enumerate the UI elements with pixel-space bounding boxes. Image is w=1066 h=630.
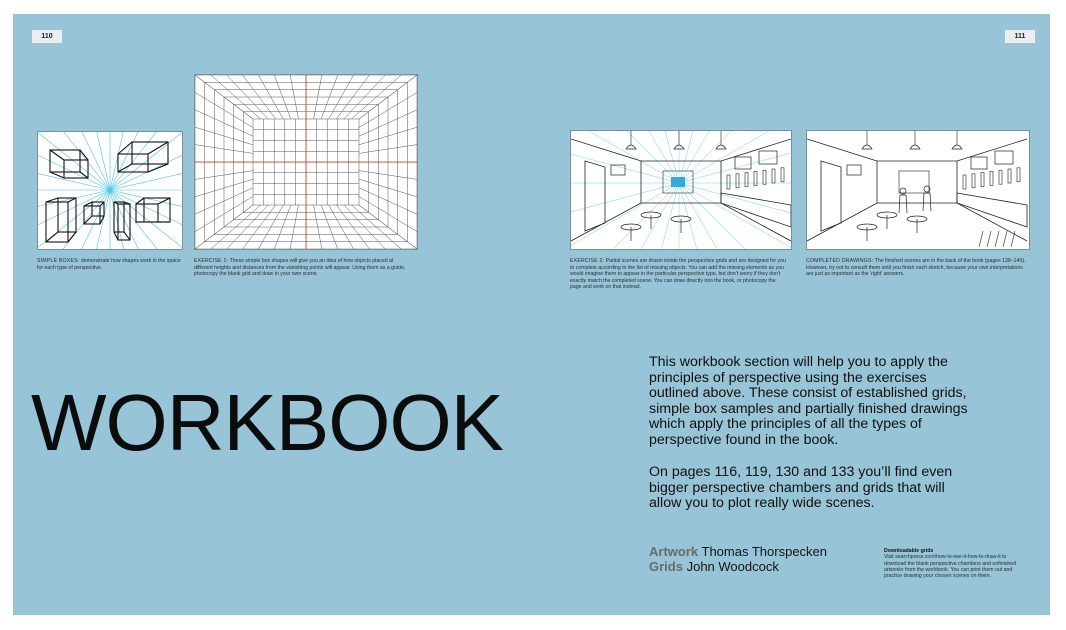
caption-completed bbox=[806, 258, 1028, 278]
exercise2-scene-illustration bbox=[570, 130, 792, 250]
box-edge bbox=[148, 164, 168, 172]
floor-board bbox=[1003, 231, 1007, 247]
box-edge bbox=[68, 232, 76, 242]
completed-scene-drawing bbox=[807, 131, 1029, 249]
door bbox=[821, 161, 841, 231]
credit-role: Grids bbox=[649, 559, 683, 574]
bottle bbox=[963, 175, 966, 189]
box-edge bbox=[136, 198, 144, 204]
caption-heading: EXERCISE 1: bbox=[194, 258, 229, 264]
intro-paragraph-2: On pages 116, 119, 130 and 133 you’ll find even bigger perspective chambers and grids that will allow you to plot really wide scenes. bbox=[649, 464, 953, 512]
lamp-shade bbox=[952, 145, 962, 149]
box-edge bbox=[46, 232, 58, 242]
wall-picture bbox=[847, 165, 861, 175]
box-edge bbox=[124, 232, 130, 240]
caption-exercise1 bbox=[194, 258, 410, 278]
bottle bbox=[763, 170, 766, 184]
download-note bbox=[884, 548, 1019, 579]
bottle bbox=[754, 171, 757, 185]
perspective-guide-line bbox=[679, 183, 791, 235]
perspective-guide-line bbox=[38, 138, 110, 190]
credit-role: Artwork bbox=[649, 544, 699, 559]
caption-text: Partial scenes are drawn inside the perspective grids and are designed for you to complete according to the list of missing objects. You can add the missing elements as you would imagine them to appear in the particular perspective type, but don’t worry if they don’t exactly match the completed scene. You can draw directly into the book, or photocopy the page and work on that instead. bbox=[570, 258, 786, 290]
bottle bbox=[972, 174, 975, 188]
box-edge bbox=[46, 198, 58, 202]
box-edge bbox=[50, 172, 64, 178]
wall-picture bbox=[995, 151, 1013, 164]
bottle bbox=[745, 173, 748, 187]
download-title: Downloadable grids bbox=[884, 548, 934, 554]
bottle bbox=[781, 168, 784, 182]
lamp-shade bbox=[716, 145, 726, 149]
credit-grids bbox=[649, 559, 779, 574]
partial-scene-drawing bbox=[571, 131, 791, 249]
box-edge bbox=[114, 232, 118, 240]
highlight-area bbox=[671, 177, 685, 187]
exercise1-grid-illustration bbox=[194, 74, 418, 250]
page-title: WORKBOOK bbox=[31, 378, 504, 467]
floor-board bbox=[979, 231, 983, 247]
bottle bbox=[772, 169, 775, 183]
box-face bbox=[46, 202, 68, 242]
bottle bbox=[1017, 168, 1020, 182]
page-number-left: 110 bbox=[32, 30, 62, 43]
lamp-shade bbox=[626, 145, 636, 149]
caption-heading: EXERCISE 2: bbox=[570, 258, 605, 264]
floor-board bbox=[995, 231, 999, 247]
ceiling-line bbox=[571, 139, 791, 161]
caption-text: The finished scenes are in the back of the book (pages 138–140). However, try not to consult them until you finish each sketch, because your own interpretations are just as important as the ‘right’ answers. bbox=[806, 258, 1026, 277]
bottle bbox=[990, 171, 993, 185]
floor-board bbox=[987, 231, 991, 247]
caption-text: demonstrate how shapes work in the space for each type of perspective. bbox=[37, 258, 181, 271]
perspective-guide-line bbox=[58, 132, 110, 190]
box-face bbox=[114, 202, 124, 232]
lamp-shade bbox=[862, 145, 872, 149]
bottle bbox=[727, 175, 730, 189]
perspective-grid-drawing bbox=[195, 75, 417, 249]
caption-heading: SIMPLE BOXES: bbox=[37, 258, 80, 264]
box-edge bbox=[148, 142, 168, 154]
perspective-guide-line bbox=[110, 132, 182, 190]
perspective-guide-line bbox=[38, 132, 110, 190]
bottle bbox=[981, 173, 984, 187]
box-face bbox=[144, 198, 170, 222]
person-body bbox=[923, 193, 931, 211]
credit-artwork bbox=[649, 544, 827, 559]
page-number-right: 111 bbox=[1005, 30, 1035, 43]
back-window bbox=[899, 171, 929, 193]
intro-paragraph-1: This workbook section will help you to apply the principles of perspective using the exercises outlined above. These consist of established grids, simple box samples and partially finished drawings which apply the principles of all the types of perspective found in the book. bbox=[649, 354, 968, 448]
simple-boxes-drawing bbox=[38, 132, 182, 249]
person-body bbox=[899, 195, 907, 213]
ceiling-line bbox=[807, 139, 1027, 161]
wall-picture bbox=[971, 157, 987, 169]
credit-name: John Woodcock bbox=[686, 559, 779, 574]
door bbox=[585, 161, 605, 231]
completed-scene-illustration bbox=[806, 130, 1030, 250]
book-spread bbox=[13, 14, 1050, 615]
simple-boxes-illustration bbox=[37, 131, 183, 250]
box-edge bbox=[80, 150, 88, 160]
caption-simple-boxes bbox=[37, 258, 183, 271]
caption-exercise2 bbox=[570, 258, 786, 291]
bottle bbox=[999, 170, 1002, 184]
credit-name: Thomas Thorspecken bbox=[701, 544, 828, 559]
bottle bbox=[1008, 169, 1011, 183]
download-text: Visit searchpress.com/how-to-see-it-how-to-draw-it to download the blank perspective chambers and unfinished artworks from the workbook. You can print them out and practice drawing your chosen scenes on them. bbox=[884, 554, 1017, 580]
box-edge bbox=[80, 172, 88, 178]
bottle bbox=[736, 174, 739, 188]
box-face bbox=[58, 198, 76, 232]
caption-heading: COMPLETED DRAWINGS: bbox=[806, 258, 874, 264]
lamp-shade bbox=[910, 145, 920, 149]
caption-text: These simple box shapes will give you an idea of how objects placed at different heights and distances from the vanishing points will appear. Using them as a guide, photocopy the blank grid and draw in your own scene. bbox=[194, 258, 406, 277]
